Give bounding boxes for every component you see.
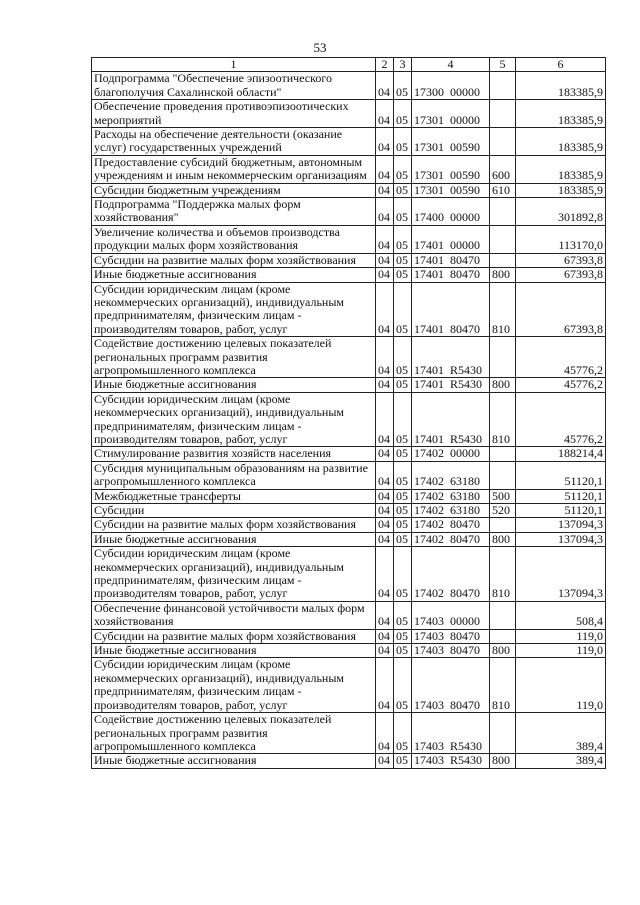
cell-amount: 188214,4 [516, 447, 606, 461]
cell-section: 04 [376, 489, 394, 503]
cell-amount: 183385,9 [516, 183, 606, 197]
cell-target-article: 17402 63180 [412, 461, 490, 489]
table-row [92, 447, 606, 461]
cell-expense-type: 800 [490, 268, 516, 282]
cell-section: 04 [376, 100, 394, 128]
cell-section: 04 [376, 518, 394, 532]
cell-section: 04 [376, 183, 394, 197]
table-row [92, 378, 606, 392]
cell-subsection: 05 [394, 447, 412, 461]
cell-subsection: 05 [394, 518, 412, 532]
cell-subsection: 05 [394, 282, 412, 337]
cell-amount: 45776,2 [516, 337, 606, 378]
cell-section: 04 [376, 282, 394, 337]
cell-name: Содействие достижению целевых показателей региональных программ развития агропромышленного комплекса [92, 337, 376, 378]
cell-amount: 301892,8 [516, 198, 606, 226]
cell-name: Иные бюджетные ассигнования [92, 754, 376, 768]
cell-target-article: 17402 63180 [412, 489, 490, 503]
table-row [92, 754, 606, 768]
cell-name: Иные бюджетные ассигнования [92, 378, 376, 392]
cell-section: 04 [376, 713, 394, 754]
cell-amount: 119,0 [516, 644, 606, 658]
cell-target-article: 17301 00590 [412, 128, 490, 156]
cell-amount: 137094,3 [516, 532, 606, 546]
cell-amount: 51120,1 [516, 504, 606, 518]
cell-target-article: 17402 80470 [412, 547, 490, 602]
cell-expense-type: 800 [490, 378, 516, 392]
table-row [92, 658, 606, 713]
cell-name: Субсидии на развитие малых форм хозяйствования [92, 518, 376, 532]
cell-name: Подпрограмма "Поддержка малых форм хозяйствования" [92, 198, 376, 226]
table-row [92, 155, 606, 183]
cell-expense-type [490, 601, 516, 629]
cell-expense-type: 520 [490, 504, 516, 518]
cell-expense-type [490, 713, 516, 754]
cell-subsection: 05 [394, 504, 412, 518]
cell-amount: 67393,8 [516, 253, 606, 267]
cell-section: 04 [376, 392, 394, 447]
table-row [92, 713, 606, 754]
header-cell-section: 2 [376, 58, 394, 72]
cell-name: Субсидия муниципальным образованиям на развитие агропромышленного комплекса [92, 461, 376, 489]
table-row [92, 268, 606, 282]
cell-section: 04 [376, 198, 394, 226]
cell-name: Обеспечение финансовой устойчивости малых форм хозяйствования [92, 601, 376, 629]
cell-section: 04 [376, 225, 394, 253]
cell-section: 04 [376, 547, 394, 602]
cell-expense-type: 500 [490, 489, 516, 503]
table-row [92, 629, 606, 643]
cell-section: 04 [376, 253, 394, 267]
cell-section: 04 [376, 72, 394, 100]
cell-name: Межбюджетные трансферты [92, 489, 376, 503]
cell-section: 04 [376, 155, 394, 183]
cell-subsection: 05 [394, 72, 412, 100]
budget-table [91, 57, 606, 769]
cell-subsection: 05 [394, 253, 412, 267]
table-row [92, 100, 606, 128]
cell-name: Субсидии бюджетным учреждениям [92, 183, 376, 197]
cell-name: Обеспечение проведения противоэпизоотических мероприятий [92, 100, 376, 128]
cell-expense-type [490, 461, 516, 489]
cell-amount: 389,4 [516, 713, 606, 754]
cell-target-article: 17402 80470 [412, 518, 490, 532]
table-row [92, 392, 606, 447]
cell-name: Стимулирование развития хозяйств населения [92, 447, 376, 461]
cell-name: Субсидии юридическим лицам (кроме некоммерческих организаций), индивидуальным предпринимателям, физическим лицам - производителям товаров, работ, услуг [92, 547, 376, 602]
table-row [92, 644, 606, 658]
table-row [92, 253, 606, 267]
cell-section: 04 [376, 378, 394, 392]
cell-subsection: 05 [394, 754, 412, 768]
cell-subsection: 05 [394, 337, 412, 378]
table-row [92, 282, 606, 337]
cell-name: Содействие достижению целевых показателей региональных программ развития агропромышленного комплекса [92, 713, 376, 754]
table-row [92, 128, 606, 156]
cell-amount: 67393,8 [516, 282, 606, 337]
cell-target-article: 17400 00000 [412, 198, 490, 226]
cell-name: Расходы на обеспечение деятельности (оказание услуг) государственных учреждений [92, 128, 376, 156]
cell-section: 04 [376, 629, 394, 643]
cell-subsection: 05 [394, 128, 412, 156]
cell-amount: 67393,8 [516, 268, 606, 282]
table-row [92, 461, 606, 489]
cell-subsection: 05 [394, 183, 412, 197]
cell-target-article: 17401 80470 [412, 268, 490, 282]
cell-target-article: 17401 80470 [412, 253, 490, 267]
cell-subsection: 05 [394, 225, 412, 253]
cell-expense-type [490, 518, 516, 532]
cell-target-article: 17403 R5430 [412, 713, 490, 754]
table-row [92, 504, 606, 518]
cell-target-article: 17301 00590 [412, 155, 490, 183]
cell-name: Подпрограмма "Обеспечение эпизоотического благополучия Сахалинской области" [92, 72, 376, 100]
cell-name: Субсидии на развитие малых форм хозяйствования [92, 253, 376, 267]
cell-target-article: 17401 80470 [412, 282, 490, 337]
header-cell-subsection: 3 [394, 58, 412, 72]
cell-expense-type [490, 225, 516, 253]
cell-subsection: 05 [394, 547, 412, 602]
table-header [92, 58, 606, 72]
cell-expense-type [490, 253, 516, 267]
cell-amount: 51120,1 [516, 461, 606, 489]
cell-section: 04 [376, 128, 394, 156]
cell-name: Субсидии на развитие малых форм хозяйствования [92, 629, 376, 643]
cell-amount: 508,4 [516, 601, 606, 629]
cell-subsection: 05 [394, 100, 412, 128]
header-cell-name: 1 [92, 58, 376, 72]
cell-name: Иные бюджетные ассигнования [92, 532, 376, 546]
cell-expense-type [490, 128, 516, 156]
cell-name: Иные бюджетные ассигнования [92, 644, 376, 658]
cell-subsection: 05 [394, 532, 412, 546]
cell-section: 04 [376, 447, 394, 461]
cell-subsection: 05 [394, 461, 412, 489]
cell-expense-type: 800 [490, 644, 516, 658]
cell-target-article: 17402 80470 [412, 532, 490, 546]
cell-amount: 183385,9 [516, 128, 606, 156]
cell-amount: 137094,3 [516, 518, 606, 532]
cell-amount: 45776,2 [516, 378, 606, 392]
cell-expense-type [490, 447, 516, 461]
cell-target-article: 17403 00000 [412, 601, 490, 629]
cell-subsection: 05 [394, 713, 412, 754]
header-cell-expense-type: 5 [490, 58, 516, 72]
cell-target-article: 17401 00000 [412, 225, 490, 253]
cell-name: Субсидии [92, 504, 376, 518]
cell-name: Предоставление субсидий бюджетным, автономным учреждениям и иным некоммерческим организациям [92, 155, 376, 183]
cell-target-article: 17401 R5430 [412, 337, 490, 378]
cell-section: 04 [376, 601, 394, 629]
cell-section: 04 [376, 644, 394, 658]
cell-subsection: 05 [394, 644, 412, 658]
header-row [92, 58, 606, 72]
cell-name: Увеличение количества и объемов производства продукции малых форм хозяйствования [92, 225, 376, 253]
table-row [92, 601, 606, 629]
cell-target-article: 17401 R5430 [412, 392, 490, 447]
cell-expense-type: 810 [490, 547, 516, 602]
cell-subsection: 05 [394, 629, 412, 643]
cell-target-article: 17403 R5430 [412, 754, 490, 768]
cell-amount: 119,0 [516, 658, 606, 713]
table-row [92, 532, 606, 546]
header-cell-amount: 6 [516, 58, 606, 72]
cell-section: 04 [376, 532, 394, 546]
cell-expense-type: 610 [490, 183, 516, 197]
table-row [92, 337, 606, 378]
cell-expense-type [490, 337, 516, 378]
cell-amount: 137094,3 [516, 547, 606, 602]
cell-target-article: 17402 00000 [412, 447, 490, 461]
cell-amount: 183385,9 [516, 72, 606, 100]
cell-expense-type: 600 [490, 155, 516, 183]
cell-expense-type: 800 [490, 754, 516, 768]
cell-subsection: 05 [394, 658, 412, 713]
table-row [92, 198, 606, 226]
cell-expense-type [490, 72, 516, 100]
cell-target-article: 17403 80470 [412, 629, 490, 643]
cell-amount: 45776,2 [516, 392, 606, 447]
cell-target-article: 17301 00590 [412, 183, 490, 197]
table-row [92, 72, 606, 100]
cell-name: Субсидии юридическим лицам (кроме некоммерческих организаций), индивидуальным предпринимателям, физическим лицам - производителям товаров, работ, услуг [92, 282, 376, 337]
cell-section: 04 [376, 658, 394, 713]
cell-target-article: 17300 00000 [412, 72, 490, 100]
table-row [92, 489, 606, 503]
cell-section: 04 [376, 461, 394, 489]
cell-amount: 389,4 [516, 754, 606, 768]
cell-expense-type: 810 [490, 282, 516, 337]
cell-target-article: 17301 00000 [412, 100, 490, 128]
page-number: 53 [313, 40, 327, 55]
table-body [92, 72, 606, 768]
table-row [92, 183, 606, 197]
cell-subsection: 05 [394, 378, 412, 392]
cell-subsection: 05 [394, 198, 412, 226]
cell-amount: 113170,0 [516, 225, 606, 253]
cell-section: 04 [376, 504, 394, 518]
cell-expense-type [490, 100, 516, 128]
cell-section: 04 [376, 268, 394, 282]
cell-amount: 119,0 [516, 629, 606, 643]
table-row [92, 518, 606, 532]
cell-amount: 51120,1 [516, 489, 606, 503]
cell-expense-type: 810 [490, 658, 516, 713]
cell-target-article: 17403 80470 [412, 644, 490, 658]
cell-name: Иные бюджетные ассигнования [92, 268, 376, 282]
cell-subsection: 05 [394, 489, 412, 503]
cell-section: 04 [376, 754, 394, 768]
cell-target-article: 17403 80470 [412, 658, 490, 713]
cell-subsection: 05 [394, 601, 412, 629]
cell-expense-type: 810 [490, 392, 516, 447]
cell-target-article: 17402 63180 [412, 504, 490, 518]
cell-subsection: 05 [394, 268, 412, 282]
cell-subsection: 05 [394, 155, 412, 183]
table-row [92, 225, 606, 253]
cell-target-article: 17401 R5430 [412, 378, 490, 392]
header-cell-target-article: 4 [412, 58, 490, 72]
cell-expense-type [490, 198, 516, 226]
cell-expense-type [490, 629, 516, 643]
cell-amount: 183385,9 [516, 100, 606, 128]
cell-section: 04 [376, 337, 394, 378]
cell-name: Субсидии юридическим лицам (кроме некоммерческих организаций), индивидуальным предпринимателям, физическим лицам - производителям товаров, работ, услуг [92, 392, 376, 447]
cell-name: Субсидии юридическим лицам (кроме некоммерческих организаций), индивидуальным предпринимателям, физическим лицам - производителям товаров, работ, услуг [92, 658, 376, 713]
cell-subsection: 05 [394, 392, 412, 447]
cell-amount: 183385,9 [516, 155, 606, 183]
cell-expense-type: 800 [490, 532, 516, 546]
table-row [92, 547, 606, 602]
